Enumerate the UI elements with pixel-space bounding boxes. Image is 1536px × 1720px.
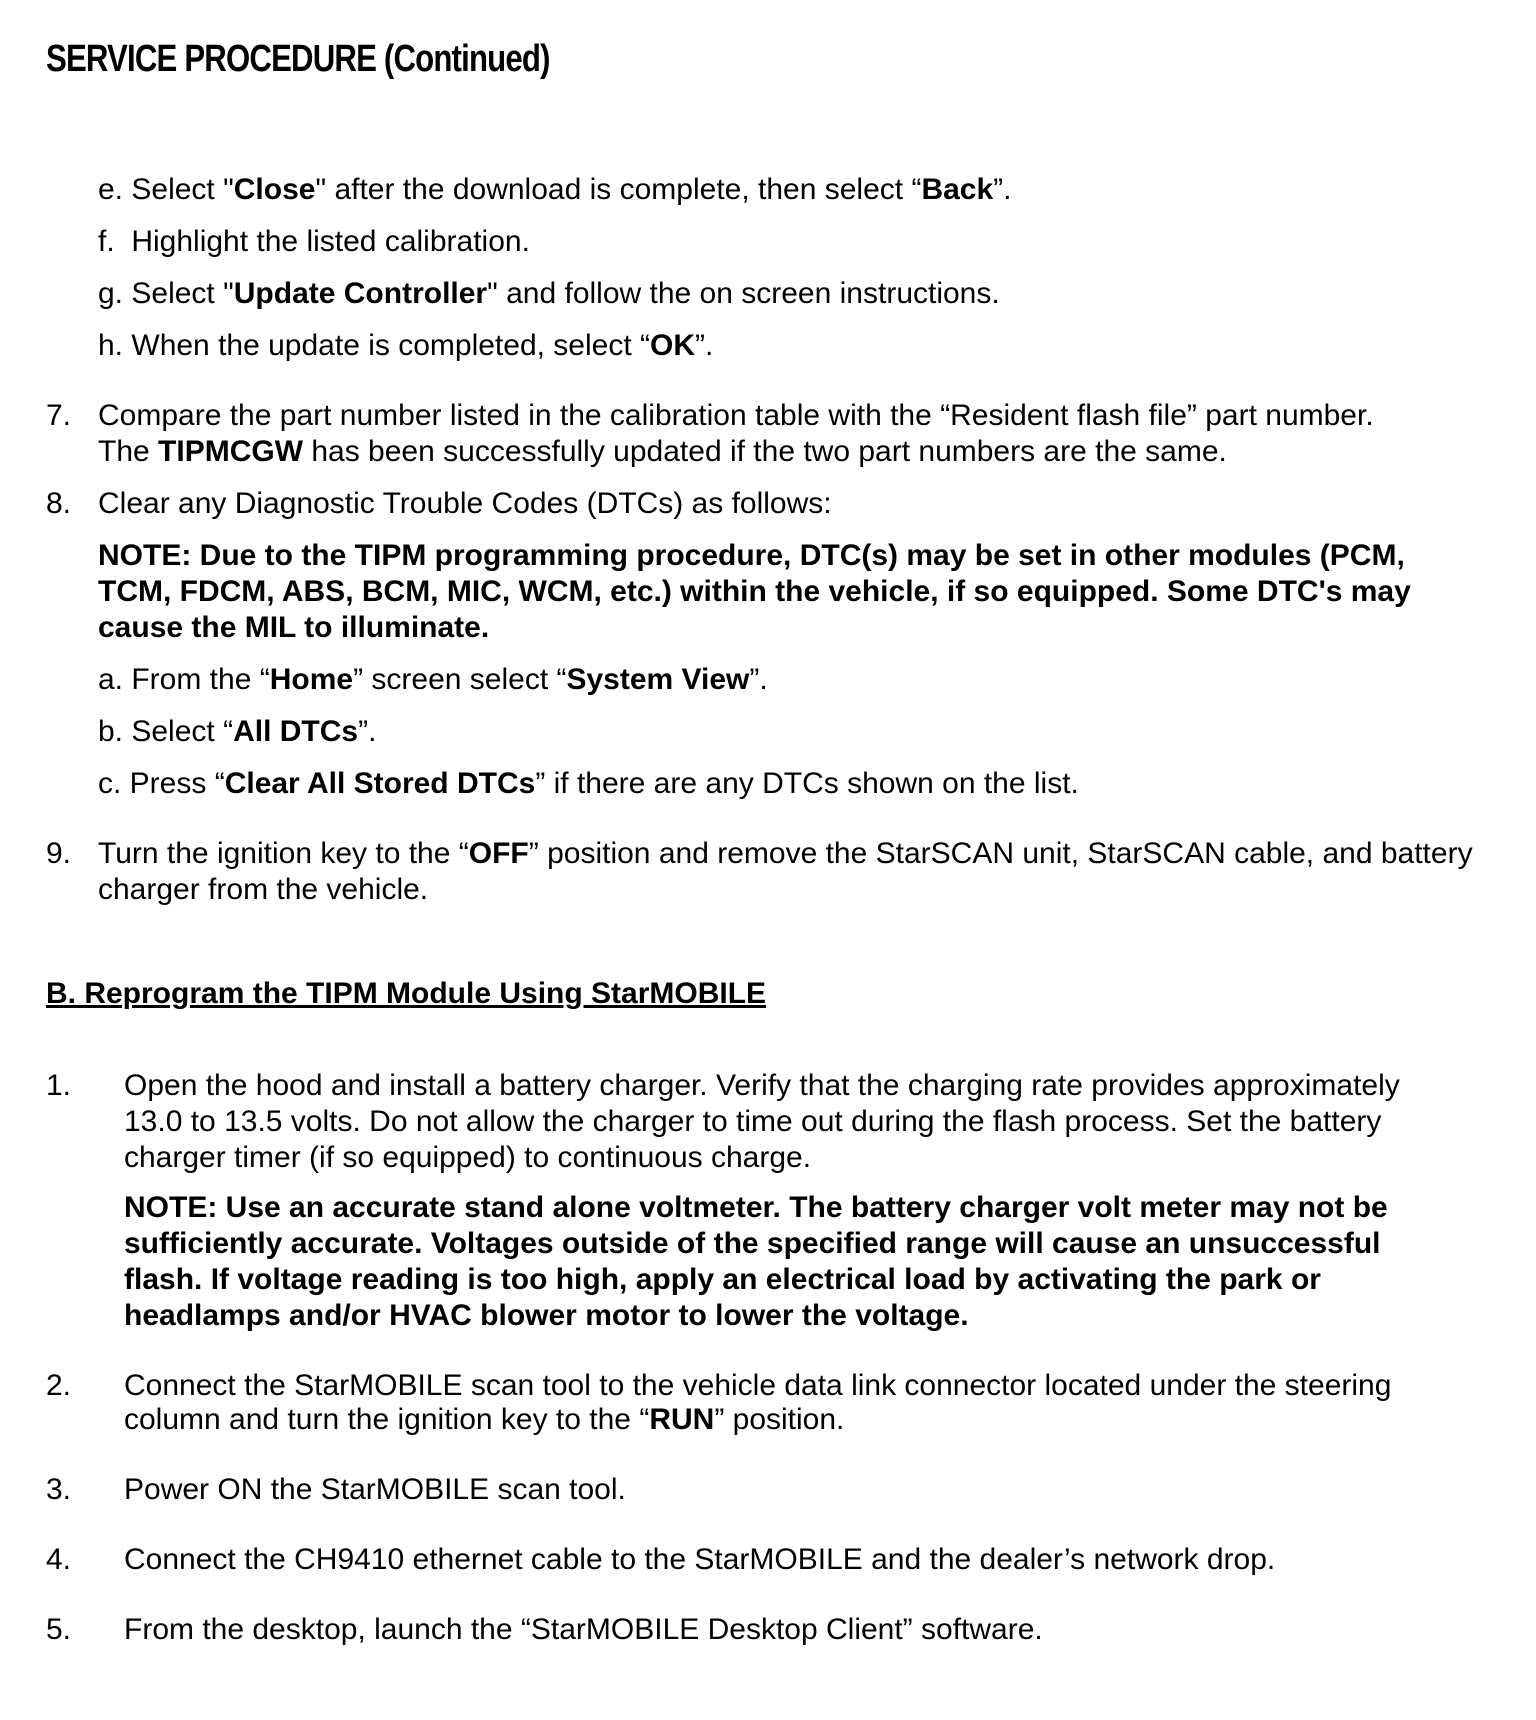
clear-all-stored-dtcs-label: Clear All Stored DTCs [224, 767, 536, 800]
step9-line1 [98, 836, 1473, 872]
step-text: has been successfully updated if the two part numbers are the same. [303, 435, 1227, 468]
step-number: 2. [46, 1369, 72, 1402]
step-text: Turn the ignition key to the “ [98, 837, 469, 870]
b-step1-note1: NOTE: Use an accurate stand alone voltmeter. The battery charger volt meter may not be [124, 1191, 1388, 1224]
system-view-label: System View [566, 663, 750, 696]
step-text: column and turn the ignition key to the “ [124, 1403, 650, 1436]
b-step1-note4: headlamps and/or HVAC blower motor to lower the voltage. [124, 1299, 969, 1332]
step8-substep-a [98, 662, 768, 698]
step7-line1: Compare the part number listed in the calibration table with the “Resident flash file” part number. [98, 399, 1374, 432]
b-step1-note2: sufficiently accurate. Voltages outside of the specified range will cause an unsuccessful [124, 1227, 1381, 1260]
substep-text: " after the download is complete, then select “ [315, 173, 922, 206]
b-step1-line3: charger timer (if so equipped) to continuous charge. [124, 1141, 812, 1174]
substep-text: ” screen select “ [353, 663, 567, 696]
b-step5-text: From the desktop, launch the “StarMOBILE Desktop Client” software. [124, 1613, 1043, 1646]
step8-note-line3: cause the MIL to illuminate. [98, 611, 490, 644]
substep-text: Select " [131, 277, 234, 310]
substep-h [98, 328, 713, 364]
substep-text: b. Select “ [98, 715, 234, 748]
b-step2-line2 [124, 1402, 844, 1438]
substep-text: ” if there are any DTCs shown on the list. [535, 767, 1079, 800]
step-number: 3. [46, 1473, 72, 1506]
substep-text: " and follow the on screen instructions. [487, 277, 1000, 310]
substep-letter: f. [98, 225, 115, 258]
substep-text: Select " [131, 173, 234, 206]
substep-e [98, 172, 1011, 208]
step9-line2: charger from the vehicle. [98, 873, 429, 906]
section-b-heading: B. Reprogram the TIPM Module Using StarMOBILE [46, 977, 767, 1010]
b-step1-note3: flash. If voltage reading is too high, apply an electrical load by activating the park or [124, 1263, 1321, 1296]
substep-text: ”. [695, 329, 714, 362]
b-step3-text: Power ON the StarMOBILE scan tool. [124, 1473, 626, 1506]
substep-letter: g. [98, 277, 124, 310]
step8-substep-b [98, 714, 376, 750]
step8-note-line2: TCM, FDCM, ABS, BCM, MIC, WCM, etc.) within the vehicle, if so equipped. Some DTC's may [98, 575, 1411, 608]
b-step4-text: Connect the CH9410 ethernet cable to the StarMOBILE and the dealer’s network drop. [124, 1543, 1276, 1576]
substep-text: Highlight the listed calibration. [131, 225, 530, 258]
b-step2-line1: Connect the StarMOBILE scan tool to the vehicle data link connector located under the steering [124, 1369, 1392, 1402]
ok-label: OK [650, 329, 695, 362]
step-number: 7. [46, 399, 72, 432]
substep-text: ”. [358, 715, 377, 748]
step8-substep-c [98, 766, 1079, 802]
step-number: 1. [46, 1069, 72, 1102]
step-number: 5. [46, 1613, 72, 1646]
tipmcgw-label: TIPMCGW [158, 435, 304, 468]
step7-line2 [98, 434, 1227, 470]
page-title: SERVICE PROCEDURE (Continued) [46, 38, 550, 80]
substep-text: ”. [993, 173, 1012, 206]
step-text: ” position and remove the StarSCAN unit, StarSCAN cable, and battery [528, 837, 1473, 870]
step-number: 9. [46, 837, 72, 870]
back-label: Back [921, 173, 994, 206]
b-step1-line1: Open the hood and install a battery charger. Verify that the charging rate provides approximately [124, 1069, 1400, 1102]
substep-letter: h. [98, 329, 124, 362]
step-text: ” position. [714, 1403, 845, 1436]
step8-text: Clear any Diagnostic Trouble Codes (DTCs) as follows: [98, 487, 832, 520]
substep-g [98, 276, 1000, 312]
substep-text: When the update is completed, select “ [131, 329, 650, 362]
off-label: OFF [468, 837, 529, 870]
step-number: 4. [46, 1543, 72, 1576]
substep-text: a. From the “ [98, 663, 270, 696]
substep-text: c. Press “ [98, 767, 225, 800]
step8-note-line1: NOTE: Due to the TIPM programming procedure, DTC(s) may be set in other modules (PCM, [98, 539, 1405, 572]
substep-text: ”. [749, 663, 768, 696]
all-dtcs-label: All DTCs [233, 715, 359, 748]
substep-letter: e. [98, 173, 124, 206]
run-label: RUN [649, 1403, 715, 1436]
step-number: 8. [46, 487, 72, 520]
home-label: Home [269, 663, 354, 696]
b-step1-line2: 13.0 to 13.5 volts. Do not allow the charger to time out during the flash process. Set the battery [124, 1105, 1382, 1138]
update-controller-label: Update Controller [233, 277, 488, 310]
close-label: Close [233, 173, 316, 206]
substep-f [98, 224, 530, 260]
step-text: The [98, 435, 159, 468]
